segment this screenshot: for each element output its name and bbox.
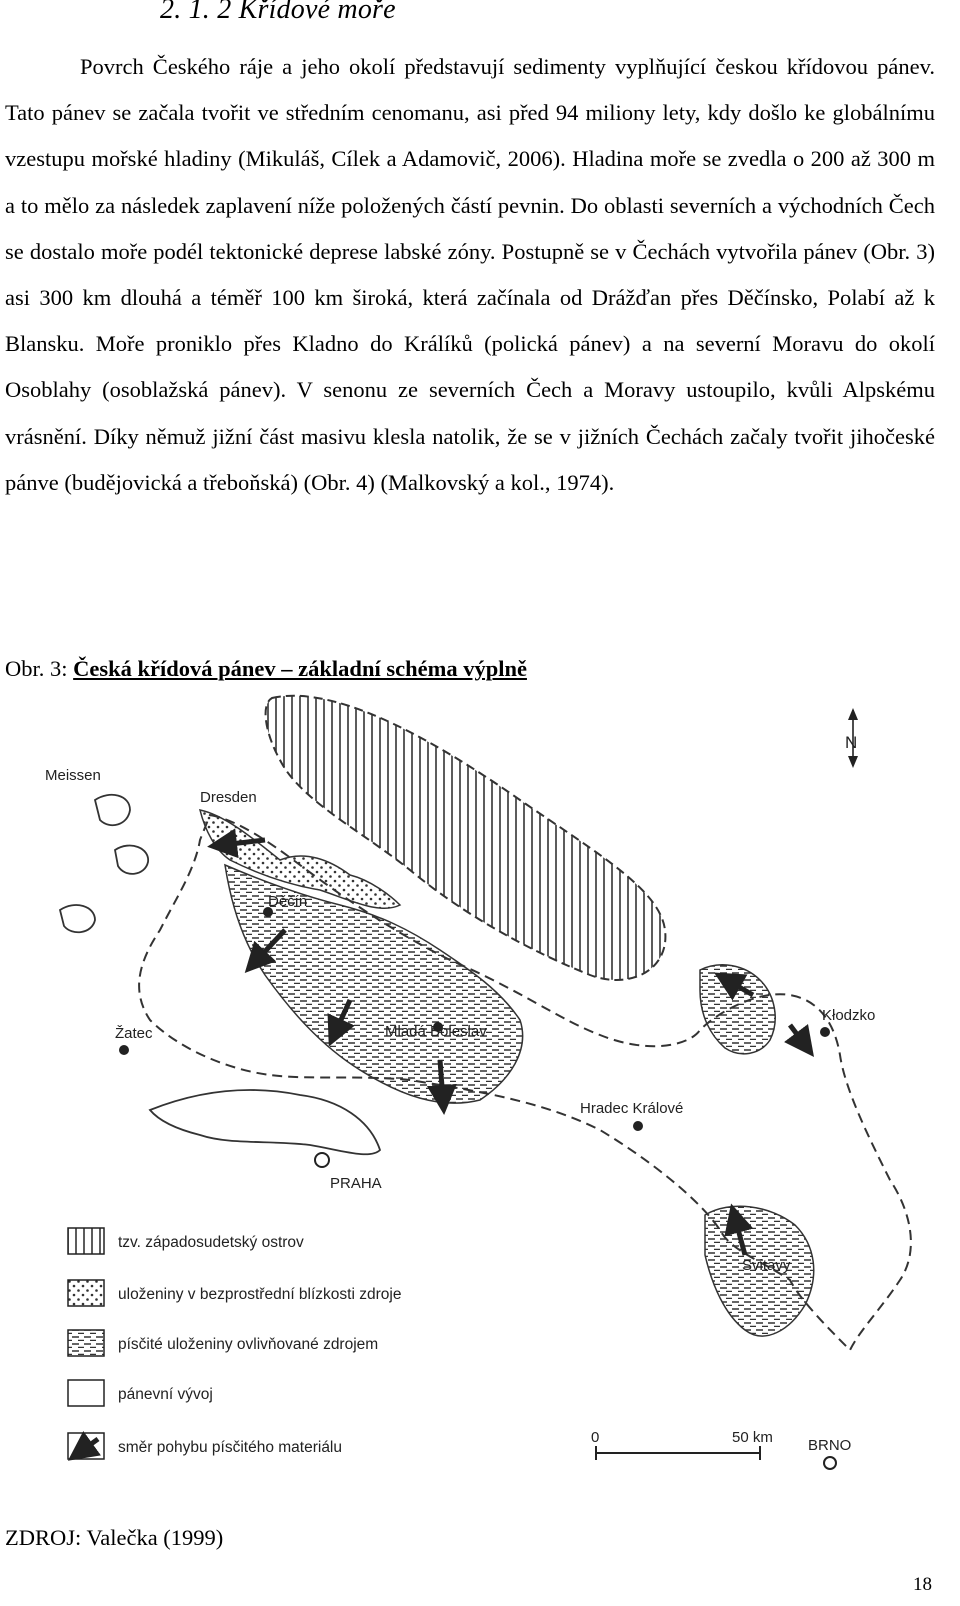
- place-mlada-boleslav: Mladá Boleslav: [385, 1023, 487, 1040]
- north-label: N: [845, 733, 858, 752]
- section-heading: 2. 1. 2 Křídové moře: [160, 0, 396, 25]
- place-brno: BRNO: [808, 1437, 852, 1454]
- place-marker: [820, 1027, 830, 1037]
- legend-label-0: tzv. západosudetský ostrov: [118, 1234, 304, 1251]
- place-praha: PRAHA: [330, 1175, 382, 1192]
- sandy-deposits-klodzko: [700, 965, 775, 1054]
- south-shoreline: [150, 1090, 380, 1154]
- legend-label-2: písčité uloženiny ovlivňované zdrojem: [118, 1336, 379, 1353]
- body-paragraph: Povrch Českého ráje a jeho okolí představují sedimenty vyplňující českou křídovou pánev. Tato pánev se začala tvořit ve středním cenomanu, asi před 94 miliony lety, kdy došlo ke globálnímu vzestupu mořské hladiny (Mikuláš, Cílek a Adamovič, 2006). Hladina moře se zvedla o 200 až 300 m a to mělo za následek zaplavení níže položených částí pevnin. Do oblasti severních a východních Čech se dostalo moře podél tektonické deprese labské zóny. Postupně se v Čechách vytvořila pánev (Obr. 3) asi 300 km dlouhá a téměř 100 km široká, která začínala od Drážďan přes Děčínsko, Polabí až k Blansku. Moře proniklo přes Kladno do Králíků (polická pánev) a na severní Moravu do okolí Osoblahy (osoblažská pánev). V senonu ze severních Čech a Moravy ustoupilo, kvůli Alpskému vrásnění. Díky němuž jižní část masivu klesla natolik, že se v jižních Čechách začaly tvořit jihočeské pánve (budějovická a třeboňská) (Obr. 4) (Malkovský a kol., 1974).: [5, 54, 935, 495]
- dots-pattern-icon: [68, 1280, 104, 1306]
- place-dresden: Dresden: [200, 789, 257, 806]
- scale-start: 0: [591, 1429, 600, 1446]
- figure-caption: [5, 656, 527, 682]
- transport-arrow: [790, 1025, 805, 1045]
- scale-end: 50 km: [732, 1429, 773, 1446]
- place-svitavy: Svitavy: [742, 1257, 791, 1274]
- north-arrow-icon: [845, 708, 858, 768]
- legend-label-1: uloženiny v bezprostřední blízkosti zdroje: [118, 1286, 402, 1303]
- west-islands: [60, 795, 148, 932]
- place-zatec: Žatec: [115, 1025, 153, 1042]
- legend-label-3: pánevní vývoj: [118, 1386, 213, 1403]
- place-marker: [315, 1153, 329, 1167]
- map-legend: [68, 1228, 401, 1459]
- place-decin: Děčín: [268, 893, 308, 910]
- place-klodzko: Kłodzko: [822, 1007, 876, 1024]
- transport-arrow: [440, 1060, 443, 1100]
- place-marker: [119, 1045, 129, 1055]
- scale-bar: [591, 1429, 773, 1460]
- blank-box-icon: [68, 1380, 104, 1406]
- basin-map: [0, 690, 960, 1490]
- place-hradec-kralove: Hradec Králové: [580, 1100, 684, 1117]
- place-marker: [633, 1121, 643, 1131]
- legend-label-4: směr pohybu písčitého materiálu: [118, 1439, 343, 1456]
- caption-prefix: Obr. 3:: [5, 656, 74, 681]
- arrow-icon: [80, 1439, 98, 1452]
- place-marker: [824, 1457, 836, 1469]
- vertical-hatch-icon: [68, 1228, 104, 1254]
- page-number: 18: [913, 1574, 932, 1595]
- place-meissen: Meissen: [45, 767, 101, 784]
- horizontal-dash-icon: [68, 1330, 104, 1356]
- caption-title: Česká křídová pánev – základní schéma výplně: [73, 656, 527, 681]
- figure-source: ZDROJ: Valečka (1999): [5, 1525, 224, 1550]
